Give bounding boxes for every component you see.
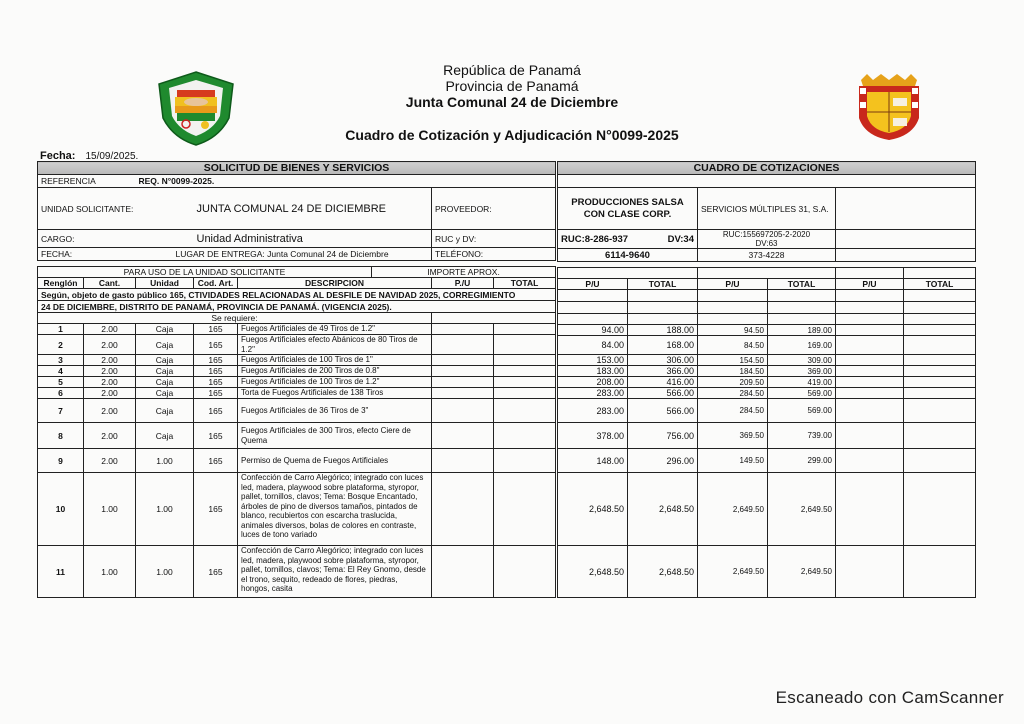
cotizaciones-title: CUADRO DE COTIZACIONES (558, 162, 976, 175)
proveedor-3-empty (836, 355, 904, 366)
proveedor-3-empty (836, 388, 904, 399)
item-p1-pu: 2,648.50 (558, 473, 628, 546)
item-p1-pu: 153.00 (558, 355, 628, 366)
importe-aprox-empty (494, 324, 556, 335)
item-p2-total: 369.00 (768, 366, 836, 377)
item-p1-pu: 283.00 (558, 399, 628, 423)
item-p1-total: 756.00 (628, 423, 698, 449)
proveedor-3-empty (836, 399, 904, 423)
proveedor-3-empty (836, 366, 904, 377)
fecha-label: Fecha: (40, 150, 76, 162)
item-cod: 165 (194, 473, 238, 546)
item-desc: Fuegos Artificiales de 100 Tiros de 1" (238, 355, 432, 366)
item-p2-pu: 284.50 (698, 399, 768, 423)
item-row (38, 546, 556, 598)
item-p2-total: 299.00 (768, 449, 836, 473)
item-p1-pu: 94.00 (558, 325, 628, 336)
item-cant: 2.00 (84, 388, 136, 399)
cotizacion-row (558, 388, 976, 399)
empty-cell (432, 313, 556, 324)
importe-aprox-empty (494, 399, 556, 423)
item-desc: Fuegos Artificiales de 200 Tiros de 0.8" (238, 366, 432, 377)
proveedor-3-empty (836, 336, 904, 355)
item-cant: 2.00 (84, 449, 136, 473)
item-cod: 165 (194, 324, 238, 335)
col-cant: Cant. (84, 278, 136, 289)
item-p1-total: 188.00 (628, 325, 698, 336)
item-renglon: 10 (38, 473, 84, 546)
item-p1-total: 416.00 (628, 377, 698, 388)
importe-aprox-empty (432, 366, 494, 377)
item-p2-pu: 209.50 (698, 377, 768, 388)
proveedor-3-empty (904, 399, 976, 423)
proveedor-3-empty (836, 423, 904, 449)
item-p2-pu: 284.50 (698, 388, 768, 399)
importe-aprox-empty (432, 546, 494, 598)
proveedor-3-empty (836, 377, 904, 388)
item-cant: 1.00 (84, 546, 136, 598)
proveedor-1-nombre: PRODUCCIONES SALSA CON CLASE CORP. (558, 188, 698, 230)
proveedor-1-ruc-value: RUC:8-286-937 (561, 233, 629, 245)
importe-aprox-empty (432, 388, 494, 399)
item-cant: 1.00 (84, 473, 136, 546)
item-p2-total: 189.00 (768, 325, 836, 336)
importe-aprox-empty (494, 366, 556, 377)
item-p1-pu: 183.00 (558, 366, 628, 377)
header-republica: República de Panamá (443, 62, 581, 78)
proveedor-label: PROVEEDOR: (432, 188, 556, 230)
item-row (38, 399, 556, 423)
importe-aprox-empty (494, 335, 556, 355)
referencia-label: REFERENCIA (38, 175, 136, 188)
item-p1-total: 566.00 (628, 388, 698, 399)
referencia-value: REQ. N°0099-2025. (136, 175, 556, 188)
cotizacion-row (558, 473, 976, 546)
item-row (38, 449, 556, 473)
col-p1-pu: P/U (558, 279, 628, 290)
unidad-solicitante-label: UNIDAD SOLICITANTE: (38, 188, 194, 230)
item-unidad: Caja (136, 355, 194, 366)
importe-aprox-header: IMPORTE APROX. (372, 267, 556, 278)
importe-aprox-empty (432, 449, 494, 473)
objeto-gasto-line2: 24 DE DICIEMBRE, DISTRITO DE PANAMÁ, PROVINCIA DE PANAMÁ. (VIGENCIA 2025). (38, 301, 556, 313)
item-p2-total: 169.00 (768, 336, 836, 355)
col-p1-total: TOTAL (628, 279, 698, 290)
item-desc: Fuegos Artificiales de 49 Tiros de 1.2" (238, 324, 432, 335)
item-desc: Fuegos Artificiales efecto Abánicos de 80 Tiros de 1.2" (238, 335, 432, 355)
fecha-field-label: FECHA: (38, 248, 136, 261)
item-cod: 165 (194, 423, 238, 449)
header-junta: Junta Comunal 24 de Diciembre (405, 94, 619, 110)
empty-cell (558, 175, 976, 188)
item-row (38, 335, 556, 355)
item-renglon: 8 (38, 423, 84, 449)
item-p2-pu: 184.50 (698, 366, 768, 377)
item-unidad: 1.00 (136, 473, 194, 546)
item-p2-pu: 149.50 (698, 449, 768, 473)
item-p2-total: 2,649.50 (768, 473, 836, 546)
item-renglon: 11 (38, 546, 84, 598)
item-p2-pu: 94.50 (698, 325, 768, 336)
cotizacion-row (558, 355, 976, 366)
item-p1-total: 2,648.50 (628, 546, 698, 598)
item-cod: 165 (194, 546, 238, 598)
col-p2-pu: P/U (698, 279, 768, 290)
solicitud-title: SOLICITUD DE BIENES Y SERVICIOS (38, 162, 556, 175)
item-cant: 2.00 (84, 355, 136, 366)
item-cant: 2.00 (84, 335, 136, 355)
item-p2-pu: 2,649.50 (698, 546, 768, 598)
proveedor-3-empty (904, 423, 976, 449)
item-unidad: 1.00 (136, 546, 194, 598)
cargo-value: Unidad Administrativa (194, 230, 432, 248)
proveedor-1-telefono: 6114-9640 (558, 249, 698, 262)
item-unidad: Caja (136, 399, 194, 423)
item-row (38, 473, 556, 546)
col-descripcion: DESCRIPCION (238, 278, 432, 289)
item-unidad: Caja (136, 423, 194, 449)
junta-comunal-shield-logo (155, 70, 237, 146)
item-renglon: 1 (38, 324, 84, 335)
item-p2-total: 309.00 (768, 355, 836, 366)
se-requiere: Se requiere: (38, 313, 432, 324)
importe-aprox-empty (432, 377, 494, 388)
cotizaciones-table (557, 161, 976, 598)
lugar-entrega: LUGAR DE ENTREGA: Junta Comunal 24 de Diciembre (136, 248, 432, 261)
item-p2-total: 739.00 (768, 423, 836, 449)
item-row (38, 377, 556, 388)
col-cod-art: Cod. Art. (194, 278, 238, 289)
importe-aprox-empty (432, 473, 494, 546)
item-unidad: Caja (136, 324, 194, 335)
proveedor-3-empty (904, 377, 976, 388)
item-p2-pu: 84.50 (698, 336, 768, 355)
proveedor-3-telefono (836, 249, 976, 262)
col-pu: P./U (432, 278, 494, 289)
item-p2-pu: 154.50 (698, 355, 768, 366)
item-unidad: Caja (136, 366, 194, 377)
cotizacion-row (558, 399, 976, 423)
panama-coat-of-arms-logo (853, 72, 925, 142)
proveedor-3-empty (904, 336, 976, 355)
cotizacion-row (558, 377, 976, 388)
proveedor-3-empty (836, 325, 904, 336)
item-desc: Torta de Fuegos Artificiales de 138 Tiros (238, 388, 432, 399)
proveedor-1-dv: DV:34 (667, 233, 694, 245)
item-p1-total: 366.00 (628, 366, 698, 377)
item-desc: Confección de Carro Alegórico; integrado con luces led, madera, playwood sobre plataforma, styropor, pallet, tornillos, clavos; Tema: Bosque Encantado, árboles de pino de diversos tamaños, pintados de blanco, recubiertos con escarcha traslucida, animales diversos, bolas de colores en contraste, luces de tono variado (238, 473, 432, 546)
importe-aprox-empty (494, 388, 556, 399)
item-cant: 2.00 (84, 324, 136, 335)
cotizacion-column-headers (558, 279, 976, 290)
item-cant: 2.00 (84, 366, 136, 377)
proveedor-3-empty (836, 473, 904, 546)
fecha-value: 15/09/2025. (85, 151, 139, 162)
importe-aprox-empty (494, 423, 556, 449)
proveedor-3-empty (904, 366, 976, 377)
unidad-solicitante-value: JUNTA COMUNAL 24 DE DICIEMBRE (194, 188, 432, 230)
col-p3-pu: P/U (836, 279, 904, 290)
importe-aprox-empty (432, 324, 494, 335)
header-provincia: Provincia de Panamá (445, 78, 579, 94)
item-cod: 165 (194, 388, 238, 399)
proveedor-1-ruc (558, 230, 698, 249)
proveedor-3-empty (904, 449, 976, 473)
item-unidad: 1.00 (136, 449, 194, 473)
item-cod: 165 (194, 335, 238, 355)
item-renglon: 7 (38, 399, 84, 423)
proveedor-3-nombre (836, 188, 976, 230)
empty-cell (558, 268, 698, 279)
item-cant: 2.00 (84, 377, 136, 388)
item-unidad: Caja (136, 377, 194, 388)
cotizacion-row (558, 366, 976, 377)
proveedor-3-empty (904, 546, 976, 598)
proveedor-2-nombre: SERVICIOS MÚLTIPLES 31, S.A. (698, 188, 836, 230)
proveedor-2-ruc-value: RUC:155697205-2-2020 (722, 230, 811, 239)
col-p2-total: TOTAL (768, 279, 836, 290)
item-row (38, 423, 556, 449)
item-cod: 165 (194, 377, 238, 388)
importe-aprox-empty (494, 546, 556, 598)
item-row (38, 355, 556, 366)
item-p1-pu: 208.00 (558, 377, 628, 388)
item-p1-pu: 84.00 (558, 336, 628, 355)
item-p1-total: 296.00 (628, 449, 698, 473)
item-desc: Permiso de Quema de Fuegos Artificiales (238, 449, 432, 473)
item-renglon: 9 (38, 449, 84, 473)
cargo-label: CARGO: (38, 230, 194, 248)
proveedor-3-empty (836, 449, 904, 473)
item-renglon: 2 (38, 335, 84, 355)
proveedor-3-empty (836, 546, 904, 598)
item-row (38, 366, 556, 377)
item-p1-total: 2,648.50 (628, 473, 698, 546)
item-cant: 2.00 (84, 423, 136, 449)
item-p2-total: 569.00 (768, 399, 836, 423)
item-renglon: 6 (38, 388, 84, 399)
cotizacion-row (558, 325, 976, 336)
proveedor-3-empty (904, 325, 976, 336)
proveedor-3-ruc (836, 230, 976, 249)
cotizacion-row (558, 336, 976, 355)
objeto-gasto-line1: Según, objeto de gasto público 165, CTIVIDADES RELACIONADAS AL DESFILE DE NAVIDAD 2025, CORREGIMIENTO (38, 289, 556, 301)
item-p2-total: 2,649.50 (768, 546, 836, 598)
item-desc: Fuegos Artificiales de 36 Tiros de 3" (238, 399, 432, 423)
importe-aprox-empty (432, 423, 494, 449)
item-desc: Fuegos Artificiales de 100 Tiros de 1.2" (238, 377, 432, 388)
item-p2-total: 569.00 (768, 388, 836, 399)
telefono-label: TELÉFONO: (432, 248, 556, 261)
item-p1-pu: 148.00 (558, 449, 628, 473)
empty-cell (904, 268, 976, 279)
cotizacion-row (558, 449, 976, 473)
item-renglon: 3 (38, 355, 84, 366)
importe-aprox-empty (494, 473, 556, 546)
item-desc: Fuegos Artificiales de 300 Tiros, efecto Ciere de Quema (238, 423, 432, 449)
cotizacion-row (558, 546, 976, 598)
item-desc: Confección de Carro Alegórico; integrado con luces led, madera, playwood sobre plataforma, styropor, pallet, tornillos, clavos; Tema: El Rey Gnomo, desde el trono, sequito, redeado de flores, piedras, hongos, casita (238, 546, 432, 598)
ruc-label: RUC y DV: (432, 230, 556, 248)
item-p2-total: 419.00 (768, 377, 836, 388)
empty-cell (698, 268, 836, 279)
uso-unidad-header: PARA USO DE LA UNIDAD SOLICITANTE (38, 267, 372, 278)
proveedor-2-ruc (698, 230, 836, 249)
importe-aprox-empty (432, 335, 494, 355)
item-unidad: Caja (136, 388, 194, 399)
item-row (38, 324, 556, 335)
item-cant: 2.00 (84, 399, 136, 423)
document-title: Cuadro de Cotización y Adjudicación N°0099-2025 (345, 127, 679, 143)
item-unidad: Caja (136, 335, 194, 355)
item-p1-total: 168.00 (628, 336, 698, 355)
col-p3-total: TOTAL (904, 279, 976, 290)
col-total: TOTAL (494, 278, 556, 289)
solicitud-table (37, 161, 556, 598)
col-unidad: Unidad (136, 278, 194, 289)
item-p1-pu: 2,648.50 (558, 546, 628, 598)
empty-cell (836, 268, 904, 279)
item-cod: 165 (194, 449, 238, 473)
item-cod: 165 (194, 399, 238, 423)
item-p1-total: 306.00 (628, 355, 698, 366)
camscanner-watermark: Escaneado con CamScanner (775, 688, 1004, 707)
proveedor-2-telefono: 373-4228 (698, 249, 836, 262)
item-row (38, 388, 556, 399)
item-renglon: 5 (38, 377, 84, 388)
item-p2-pu: 2,649.50 (698, 473, 768, 546)
importe-aprox-empty (432, 399, 494, 423)
cotizacion-row (558, 423, 976, 449)
proveedor-2-dv: DV:63 (755, 239, 778, 248)
item-cod: 165 (194, 366, 238, 377)
proveedor-3-empty (904, 355, 976, 366)
item-p1-pu: 283.00 (558, 388, 628, 399)
item-p1-total: 566.00 (628, 399, 698, 423)
col-renglon: Renglón (38, 278, 84, 289)
proveedor-3-empty (904, 388, 976, 399)
proveedor-3-empty (904, 473, 976, 546)
item-p1-pu: 378.00 (558, 423, 628, 449)
importe-aprox-empty (494, 377, 556, 388)
item-p2-pu: 369.50 (698, 423, 768, 449)
importe-aprox-empty (494, 355, 556, 366)
item-cod: 165 (194, 355, 238, 366)
importe-aprox-empty (432, 355, 494, 366)
column-headers (38, 278, 556, 289)
item-renglon: 4 (38, 366, 84, 377)
importe-aprox-empty (494, 449, 556, 473)
